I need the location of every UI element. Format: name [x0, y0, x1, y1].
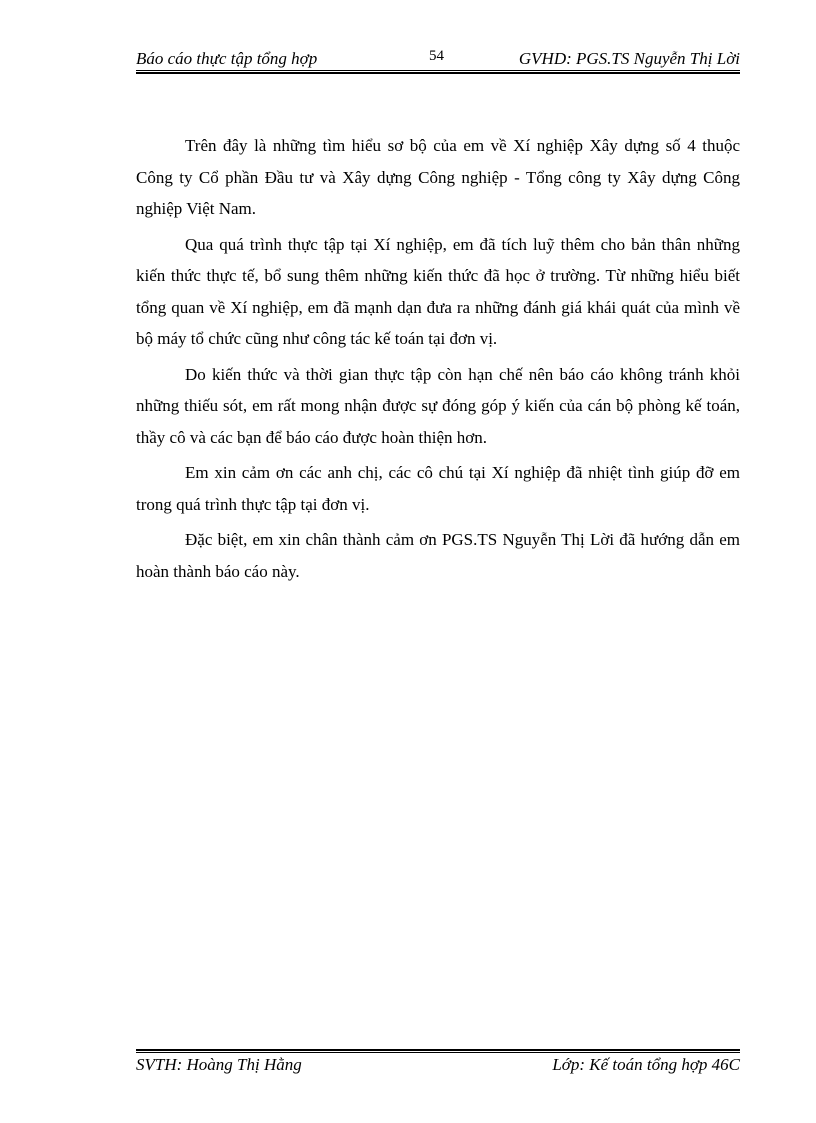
supervisor-label: GVHD: PGS.TS Nguyễn Thị Lời — [518, 49, 740, 68]
document-body — [136, 130, 740, 591]
paragraph-limitations: Do kiến thức và thời gian thực tập còn hạn chế nên báo cáo không tránh khỏi những thiếu sót, em rất mong nhận được sự đóng góp ý kiến của cán bộ phòng kế toán, thầy cô và các bạn để báo cáo được hoàn thiện hơn. — [136, 364, 740, 447]
class-name: Lớp: Kế toán tổng hợp 46C — [552, 1055, 740, 1074]
footer-divider — [136, 1049, 740, 1053]
page-footer — [136, 1055, 740, 1077]
header-divider — [136, 70, 740, 74]
page-header — [136, 48, 740, 70]
paragraph-thanks-supervisor: Đặc biệt, em xin chân thành cảm ơn PGS.TS Nguyễn Thị Lời đã hướng dẫn em hoàn thành báo cáo này. — [136, 530, 740, 581]
page-number: 54 — [429, 48, 444, 64]
paragraph-summary: Trên đây là những tìm hiểu sơ bộ của em về Xí nghiệp Xây dựng số 4 thuộc Công ty Cổ phần Đầu tư và Xây dựng Công nghiệp - Tổng công ty Xây dựng Công nghiệp Việt Nam. — [136, 136, 740, 218]
paragraph-thanks-staff: Em xin cảm ơn các anh chị, các cô chú tại Xí nghiệp đã nhiệt tình giúp đỡ em trong quá trình thực tập tại đơn vị. — [136, 463, 740, 514]
student-name: SVTH: Hoàng Thị Hằng — [136, 1055, 302, 1074]
paragraph-learning: Qua quá trình thực tập tại Xí nghiệp, em đã tích luỹ thêm cho bản thân những kiến thức thực tế, bổ sung thêm những kiến thức đã học ở trường. Từ những hiểu biết tổng quan về Xí nghiệp, em đã mạnh dạn đưa ra những đánh giá khái quát của mình về bộ máy tổ chức cũng như công tác kế toán tại đơn vị. — [136, 234, 740, 348]
report-title: Báo cáo thực tập tổng hợp — [136, 49, 318, 68]
